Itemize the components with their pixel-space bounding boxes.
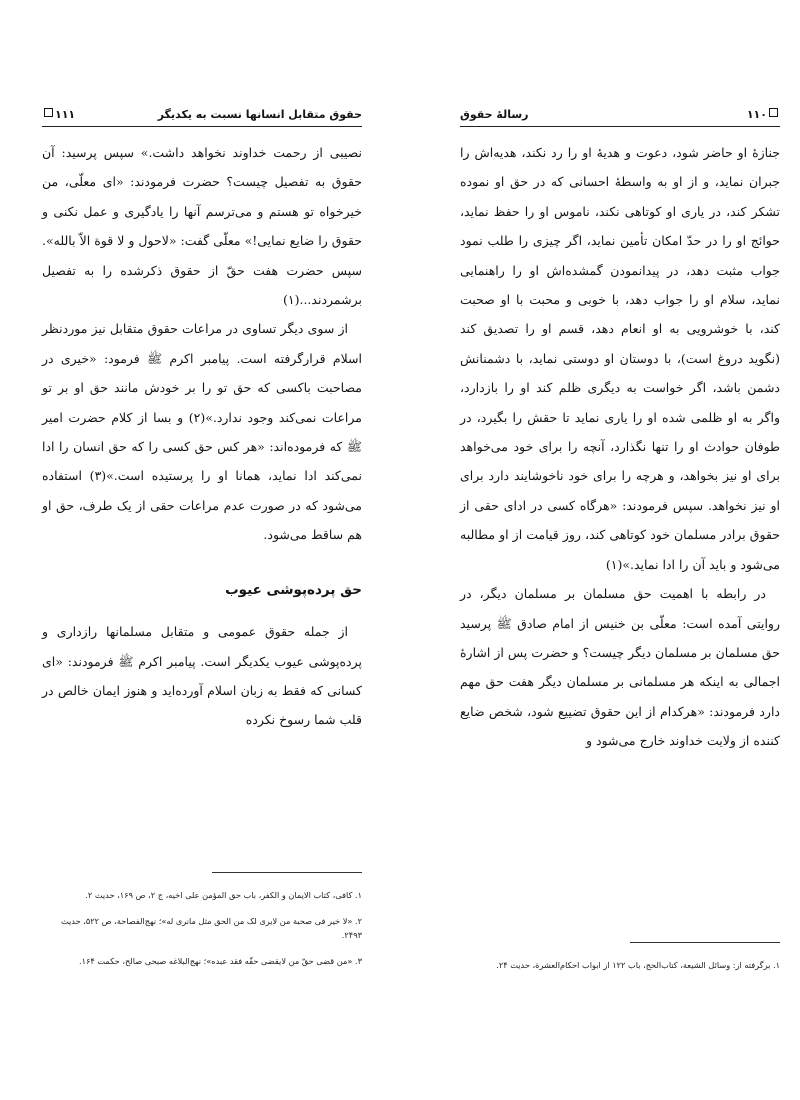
page-left (42, 108, 363, 966)
footnote-rule (212, 872, 362, 873)
footnote: ۱. کافی، کتاب الایمان و الکفر، باب حق المؤمن علی اخیه، ج ۲، ص ۱۶۹، حدیث ۲. (85, 890, 362, 900)
paragraph: نصیبی از رحمت خداوند نخواهد داشت.» سپس پرسید: آن حقوق به تفصیل چیست؟ حضرت فرمودند: «ای معلّی، من خیرخواه تو هستم و می‌ترسم آنها را یادگیری و عمل نکنی و حقوق را ضایع نمایی!» معلّی گفت: «لاحول و لا قوة الاّ بالله». سپس حضرت هفت حقّ از حقوق ذکرشده را به تفصیل برشمردند...(۱) (42, 145, 362, 308)
footnotes (460, 958, 780, 984)
page-marker-icon (769, 108, 778, 117)
paragraph: در رابطه با اهمیت حق مسلمان بر مسلمان دیگر، در روایتی آمده است: معلّی بن خنیس از امام صادق ﷺ پرسید حق مسلمان بر مسلمان دیگر چیست؟ و حضرت پس از اشارهٔ اجمالی به اینکه هر مسلمانی بر مسلمان دیگر هفت حق مهم دارد فرمودند: «هرکدام از این حقوق تضییع شود، شخص ضایع کننده از ولایت خداوند خارج می‌شود و (460, 586, 780, 749)
paragraph: از سوی دیگر تساوی در مراعات حقوق متقابل نیز موردنظر اسلام قرارگرفته است. پیامبر اکرم ﷺ فرمود: «خیری در مصاحبت باکسی که حق تو را بر خودش مانند حق او بر تو مراعات نمی‌کند وجود ندارد.»(۲) و بسا از کلام حضرت امیر ﷺ که فرموده‌اند: «هر کس حق کسی را که حق انسان را ادا نمی‌کند ادا نماید، همانا او را پرستیده است.»(۳) استفاده می‌شود که در صورت عدم مراعات حقی از یک طرف، حق او هم ساقط می‌شود. (42, 321, 363, 543)
header-rule (460, 126, 780, 127)
paragraph: از جمله حقوق عمومی و متقابل مسلمانها رازداری و پرده‌پوشی عیوب یکدیگر است. پیامبر اکرم ﷺ فرمودند: «ای کسانی که فقط به زبان اسلام آورده‌اید و هنوز ایمان خالص در قلب شما رسوخ نکرده (42, 624, 362, 728)
footnote: ۳. «من قضی حقّ من لایقضی حقّه فقد عبده»؛ نهج‌البلاغه صبحی صالح، حکمت ۱۶۴. (78, 956, 362, 966)
running-title: رسالهٔ حقوق (460, 108, 529, 121)
page-body (42, 138, 362, 735)
page-number: ۱۱۱ (42, 108, 75, 121)
section-heading: حق پرده‌پوشی عیوب (225, 581, 362, 598)
running-title: حقوق متقابل انسانها نسبت به یکدیگر (157, 108, 362, 121)
footnote-rule (630, 942, 780, 943)
header-rule (42, 126, 362, 127)
footnote: ۱. برگرفته از: وسائل الشیعة، کتاب‌الحج، باب ۱۲۲ از ابواب احکام‌العشرة، حدیث ۲۴. (496, 960, 780, 970)
page-header (460, 108, 780, 138)
page-header (42, 108, 362, 138)
footnotes (42, 888, 362, 980)
footnote: ۲. «لا خیر فی صحبة من لایری لک من الحق مثل مانری له»؛ نهج‌الفصاحة، ص ۵۲۲، حدیث ۲۴۹۳. (60, 916, 362, 940)
page-body (460, 138, 780, 756)
page-marker-icon (44, 108, 53, 117)
page-right (460, 108, 780, 970)
page-number: ۱۱۰ (747, 108, 780, 121)
paragraph: جنازهٔ او حاضر شود، دعوت و هدیهٔ او را رد نکند، هدیه‌اش را جبران نماید، و از او به واسطهٔ احسانی که در حق او نموده تشکر کند، در یاری او کوتاهی نکند، ناموس او را حفظ نماید، حوائج او را در حدّ امکان تأمین نماید، اگر چیزی را طلب نمود جواب مثبت دهد، در پیدانمودن گمشده‌اش او را راهنمایی نماید، سلام او را جواب دهد، با خوبی و محبت با او صحبت کند، با خوشرویی به او انعام دهد، قسم او را تصدیق کند (نگوید دروغ است)، با دوستان او دوستی نماید، با دشمنانش دشمن باشد، اگر خواست به دیگری ظلم کند او را بازدارد، واگر به او ظلمی شده او را یاری نماید تا حقش را بگیرد، در طوفان حوادث او را تنها نگذارد، آنچه را برای خود می‌خواهد برای او نیز بخواهد، و هرچه را برای خود ناخوشایند دارد برای او نیز نخواهد. سپس فرمودند: «هرگاه کسی در ادای حقی از حقوق برادر مسلمان خود کوتاهی کند، روز قیامت از او مطالبه می‌شود و باید آن را ادا نماید.»(۱) (460, 145, 780, 572)
